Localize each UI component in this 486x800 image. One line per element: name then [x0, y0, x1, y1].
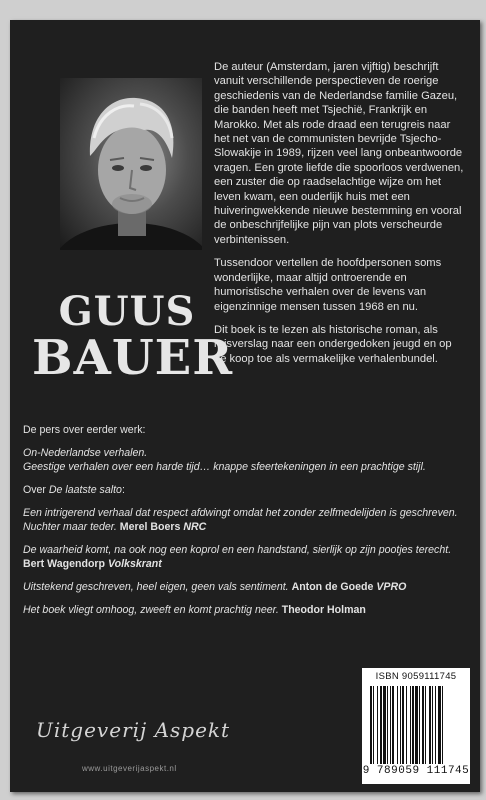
- barcode-bar: [377, 686, 378, 764]
- barcode-bar: [429, 686, 431, 764]
- subheading-prefix: Over: [23, 484, 49, 496]
- review-source: VPRO: [376, 581, 407, 593]
- barcode-label: [362, 668, 470, 784]
- author-name: [32, 288, 234, 386]
- barcode-bar: [400, 686, 401, 764]
- reviewer-name: Merel Boers: [119, 521, 181, 533]
- subheading-title: De laatste salto: [48, 484, 122, 496]
- review-quote: [23, 603, 473, 617]
- review-previous-work: [23, 446, 473, 474]
- reviewer-name: Theodor Holman: [281, 604, 366, 616]
- subheading-suffix: :: [121, 484, 125, 496]
- review-quote: [23, 506, 473, 534]
- press-subheading: [23, 483, 473, 497]
- review-text: Het boek vliegt omhoog, zweeft en komt prachtig neer.: [23, 604, 279, 616]
- book-back-cover: [10, 20, 480, 792]
- isbn-text: ISBN 9059111745: [375, 671, 457, 682]
- barcode-bar: [442, 686, 443, 764]
- barcode-bar: [387, 686, 388, 764]
- barcode-bar: [438, 686, 441, 764]
- publisher-logo: Uitgeverij Aspekt: [36, 718, 231, 742]
- review-text: Een intrigerend verhaal dat respect afdwingt omdat het zonder zelfmedelijden is geschreven. Nuchter maar teder.: [23, 507, 458, 533]
- barcode-bar: [373, 686, 374, 764]
- barcode-icon: [368, 686, 464, 764]
- barcode-bar: [406, 686, 407, 764]
- previous-work-quote: Geestige verhalen over een harde tijd… knappe sfeertekeningen in een prachtige stijl.: [23, 461, 426, 473]
- reviewer-name: Anton de Goede: [291, 581, 374, 593]
- blurb-paragraph: Dit boek is te lezen als historische roman, als reisverslag naar een ondergedoken jeugd en op de koop toe als vermakelijke verhalenbundel.: [214, 323, 452, 365]
- barcode-bar: [425, 686, 426, 764]
- barcode-bar: [432, 686, 433, 764]
- review-quote: [23, 580, 473, 594]
- blurb-paragraph: Tussendoor vertellen de hoofdpersonen soms wonderlijke, maar altijd ontroerende en humoristische verhalen over de levens van eigenzinnige mensen tussen 1968 en nu.: [214, 257, 442, 313]
- barcode-bar: [410, 686, 411, 764]
- barcode-bar: [435, 686, 436, 764]
- author-first-name: GUUS: [58, 288, 196, 335]
- blurb-paragraph: De auteur (Amsterdam, jaren vijftig) beschrijft vanuit verschillende perspectieven de roerige geschiedenis van de Nederlandse familie Gazeu, die banden heeft met Tsjechië, Frankrijk en Marokko. Met als rode draad een terugreis naar het net van de communisten bevrijde Tsjecho-Slowakije in 1989, rijzen veel lang onbeantwoorde vragen. Een grote liefde die spoorloos verdwenen, een zuster die op raadselachtige wijze om het leven kwam, een ouderlijk huis met een huiveringwekkende nieuwe bestemming en vooral de onbeschrijfelijke pijn van plots verscheurde verbintenissen.: [214, 61, 464, 246]
- review-source: Volkskrant: [107, 558, 162, 570]
- previous-work-title: On-Nederlandse verhalen.: [23, 447, 148, 459]
- review-quote: [23, 543, 473, 571]
- barcode-bar: [415, 686, 418, 764]
- barcode-bar: [419, 686, 420, 764]
- barcode-bar: [402, 686, 404, 764]
- publisher-url: www.uitgeverijaspekt.nl: [82, 764, 177, 773]
- review-source: NRC: [183, 521, 207, 533]
- reviewer-name: Bert Wagendorp: [23, 558, 106, 570]
- press-reviews: [23, 423, 473, 626]
- book-blurb: [214, 60, 466, 375]
- author-last-name: BAUER: [32, 330, 234, 386]
- review-text: De waarheid komt, na ook nog een koprol en een handstand, sierlijk op zijn pootjes terecht.: [23, 544, 452, 556]
- press-heading: De pers over eerder werk:: [23, 424, 146, 436]
- barcode-bar: [380, 686, 382, 764]
- author-portrait: [60, 78, 202, 250]
- barcode-bar: [422, 686, 424, 764]
- barcode-bar: [392, 686, 394, 764]
- barcode-bar: [397, 686, 398, 764]
- review-text: Uitstekend geschreven, heel eigen, geen vals sentiment.: [23, 581, 289, 593]
- barcode-bar: [390, 686, 391, 764]
- barcode-bar: [370, 686, 372, 764]
- barcode-bar: [412, 686, 414, 764]
- barcode-bar: [383, 686, 386, 764]
- author-portrait-graphic: [60, 78, 202, 250]
- ean-number: 9 789059 111745: [362, 765, 470, 777]
